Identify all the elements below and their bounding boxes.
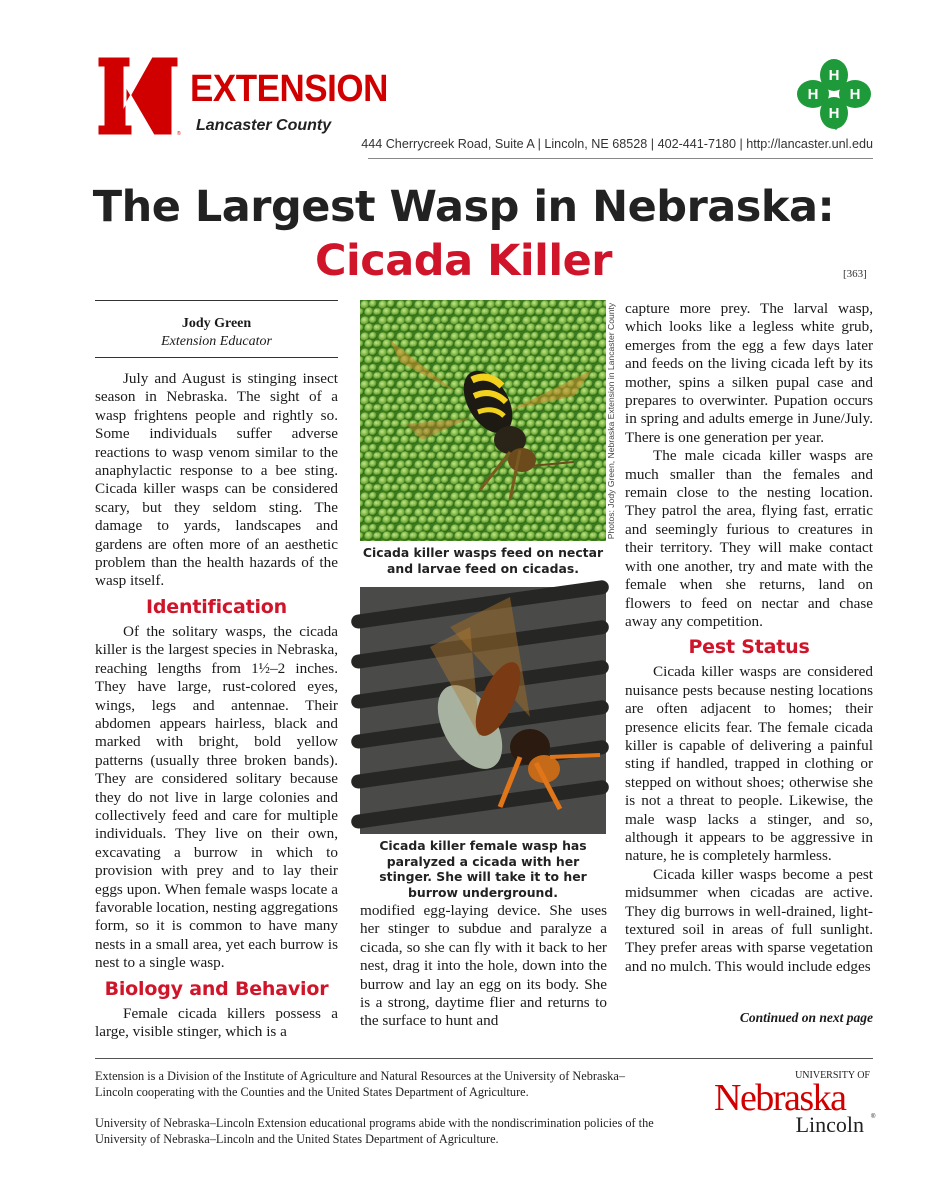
continued-note: Continued on next page [739,1010,873,1025]
header-divider [368,158,873,159]
photo-caption-1: Cicada killer wasps feed on nectar and larvae feed on cicadas. [362,545,604,576]
extension-wordmark: EXTENSION [190,68,388,110]
photo-wasp-on-sedum [360,300,606,541]
footer-statement-2: University of Nebraska–Lincoln Extension educational programs abide with the nondiscrimination policies of the University of Nebraska–Lincoln and the United States Department of Agriculture. [95,1116,654,1146]
column-3 [625,300,873,976]
svg-text:Lincoln: Lincoln [795,1112,864,1137]
photo-wasp-with-cicada [360,587,606,834]
svg-text:H: H [849,86,861,103]
photo-credit: Photos: Jody Green, Nebraska Extension in Lancaster County [606,302,616,539]
pest-paragraph-1: Cicada killer wasps are considered nuisance pests because nesting locations are often adjacent to homes; their presence elicits fear. The female cicada killer is capable of delivering a painful sting if handled, trapped in clothing or stepped on without shoes; otherwise she is not a threat to people. Likewise, the male wasp lacks a stinger, and so, although it appears to be aggressive in nature, he is completely harmless. [625,663,873,865]
footer-statement-1: Extension is a Division of the Institute of Agriculture and Natural Resources at the University of Nebraska–Lincoln cooperating with the Counties and the United States Department of Agriculture. [95,1069,626,1099]
page-title: The Largest Wasp in Nebraska: [92,182,835,232]
heading-biology: Biology and Behavior [104,977,329,1000]
identification-paragraph: Of the solitary wasps, the cicada killer is the largest species in Nebraska, reaching lengths from 1½–2 inches. They have large, rust-colored eyes, wings, legs and antennae. Their abdomen appears hairless, black and marked with bright, bold yellow patterns (usually three broken bands). They are considered solitary because they do not live in large colonies and collectively feed and care for multiple individuals. They live on their own, excavating a burrow in which to provision with prey and to lay their eggs upon. When female wasps locate a favorable location, nesting aggregations form, so it is common to have many nests in a small area, yet each burrow is nest to a single wasp. [95,622,338,972]
intro-paragraph: July and August is stinging insect season in Nebraska. The sight of a wasp frightens people and rightly so. Some individuals suffer adverse reactions to wasp venom similar to the anaphylactic response to a bee sting. Cicada killer wasps can be considered scary, but they seldom sting. The damage to yards, landscapes and gardens are often more of an aesthetic problem than the health hazards of the wasp itself. [95,370,338,590]
unl-logo [712,1066,874,1136]
office-address: 444 Cherrycreek Road, Suite A | Lincoln, NE 68528 | 402-441-7180 | http://lancaster.unl.edu [361,137,873,151]
registered-mark-icon: ® [177,131,181,137]
footer-divider [95,1058,873,1059]
svg-text:H: H [807,86,819,103]
photo-caption-2: Cicada killer female wasp has paralyzed a cicada with her stinger. She will take it to her burrow underground. [379,838,587,900]
males-paragraph: The male cicada killer wasps are much smaller than the females and remain close to the nesting location. They patrol the area, flying fast, erratic and seemingly furious to creatures in their territory. They will make contact with one another, try and mate with the female when she returns, land on flowers to feed on nectar and chase away any competition. [625,447,873,630]
biology-paragraph-end: capture more prey. The larval wasp, which looks like a legless white grub, emerges from the egg a few days later and feeds on the living cicada left by its mother, spins a silken pupal case and prepares to overwinter. Pupation occurs in spring and adults emerge in June/July. There is one generation per year. [625,300,873,446]
author-name: Jody Green [181,316,252,331]
registered-mark-icon: ® [871,1114,876,1120]
document-number: [363] [843,268,867,280]
heading-pest-status: Pest Status [688,636,810,659]
svg-text:Nebraska: Nebraska [714,1077,846,1119]
column-2 [360,902,607,1031]
heading-identification: Identification [146,595,287,618]
four-h-clover-logo [796,58,872,130]
pest-paragraph-2: Cicada killer wasps become a pest midsummer when cicadas are active. They dig burrows in well-drained, light-textured soil in areas of full sunlight. They prefer areas with sparse vegetation and no mulch. This would include edges [625,865,873,975]
column-1 [95,300,338,1041]
nebraska-n-logo [96,55,180,137]
biology-paragraph-cont: modified egg-laying device. She uses her stinger to subdue and paralyze a cicada, so she can fly with it back to her nest, drag it into the hole, down into the burrow and lay an egg on its body. She is a strong, daytime flier and returns to the surface to hunt and [360,902,607,1030]
svg-text:UNIVERSITY OF: UNIVERSITY OF [795,1070,870,1081]
county-name: Lancaster County [196,117,332,134]
biology-paragraph-start: Female cicada killers possess a large, visible stinger, which is a [95,1004,338,1040]
svg-text:H: H [828,67,840,84]
author-role: Extension Educator [161,334,272,349]
svg-text:H: H [828,105,840,122]
byline [95,300,338,358]
page-subtitle: Cicada Killer [315,236,612,286]
